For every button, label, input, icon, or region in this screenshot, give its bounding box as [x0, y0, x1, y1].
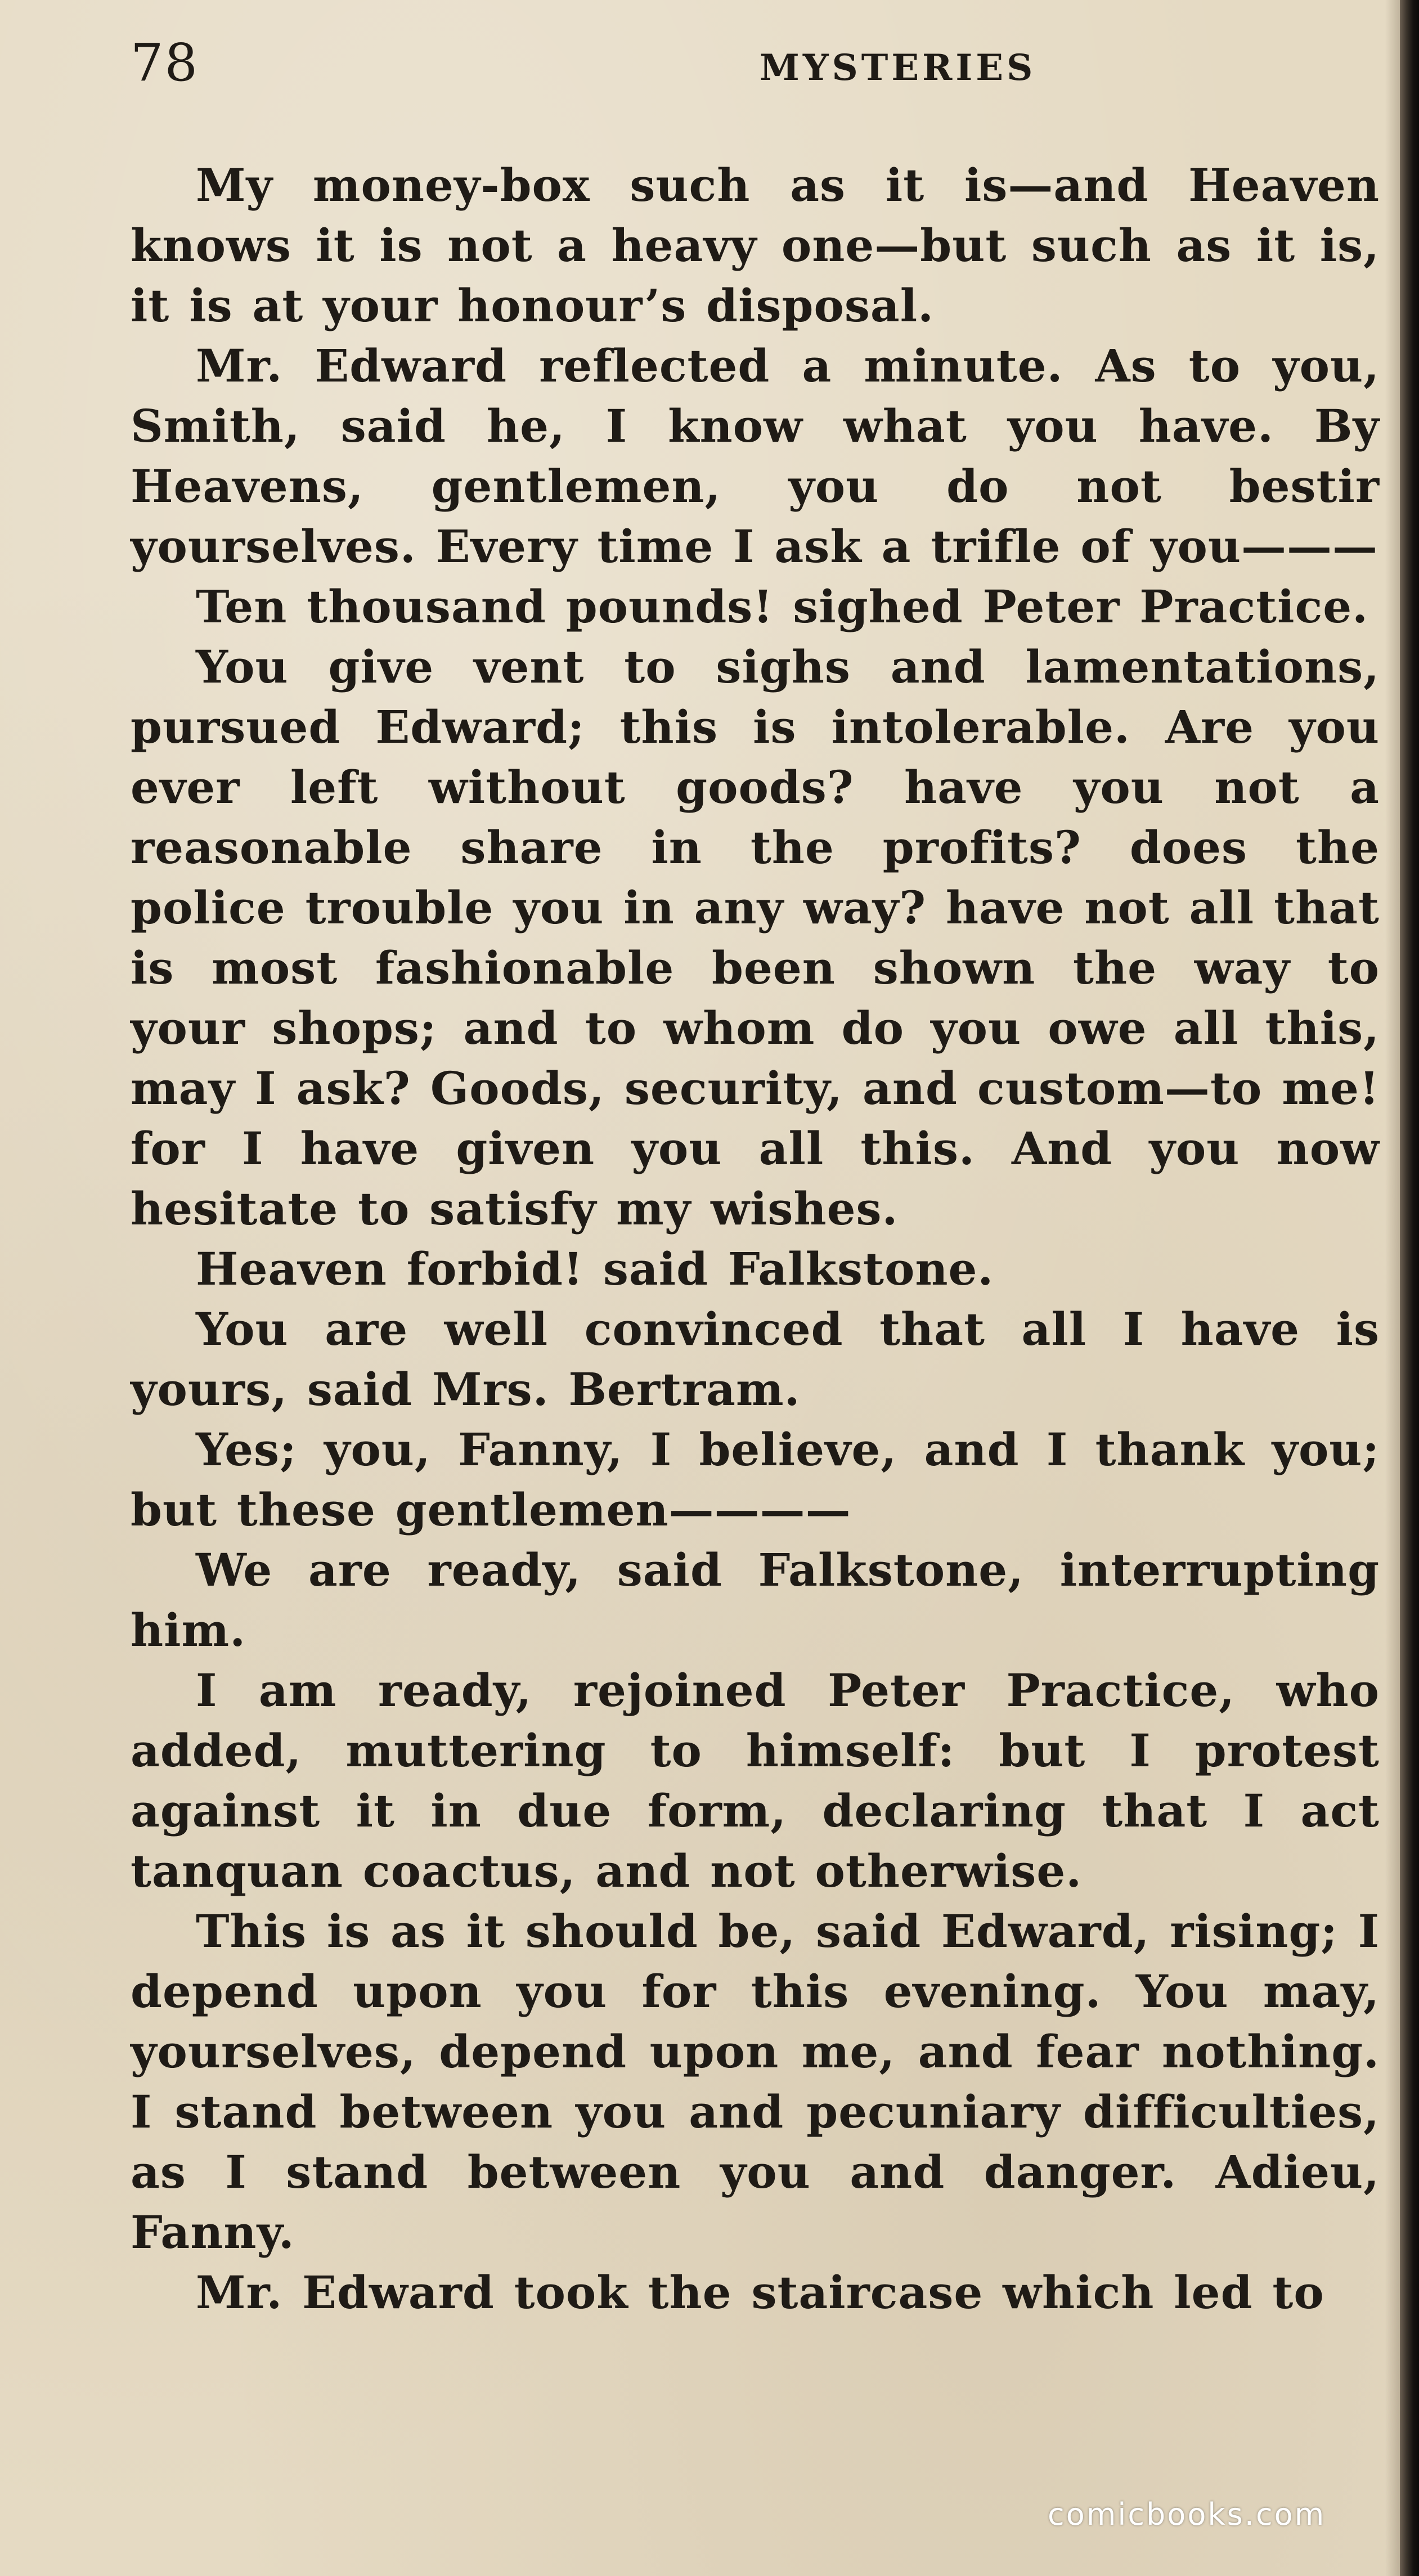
body-text — [131, 155, 1380, 2323]
paragraph: Heaven forbid! said Falkstone. — [196, 1242, 994, 1295]
paragraph: Mr. Edward reflected a minute. As to you, Smith, said he, I know what you have. By Heavens, gentlemen, you do not bestir yourselves. Every time I ask a trifle of you——— — [131, 339, 1380, 573]
running-head: MYSTERIES — [760, 47, 1036, 89]
paragraph: I am ready, rejoined Peter Practice, who added, muttering to himself: but I protest against it in due form, declaring that I act tanquan coactus, and not otherwise. — [131, 1664, 1380, 1897]
watermark: comicbooks.com — [1048, 2497, 1326, 2532]
paragraph: My money-box such as it is—and Heaven knows it is not a heavy one—but such as it is, it is at your honour’s disposal. — [131, 159, 1380, 332]
paragraph: Ten thousand pounds! sighed Peter Practice. — [196, 580, 1368, 633]
paragraph: Yes; you, Fanny, I believe, and I thank you; but these gentlemen———— — [131, 1423, 1380, 1536]
book-spine — [1400, 0, 1419, 2576]
paragraph: You are well convinced that all I have is yours, said Mrs. Bertram. — [131, 1303, 1380, 1416]
page-number: 78 — [131, 33, 199, 93]
gutter-shadow — [1385, 0, 1400, 2576]
paragraph: This is as it should be, said Edward, rising; I depend upon you for this evening. You may, yourselves, depend upon me, and fear nothing. I stand between you and pecuniary difficulties, as I stand between you and danger. Adieu, Fanny. — [131, 1905, 1380, 2259]
paragraph: Mr. Edward took the staircase which led to — [196, 2266, 1324, 2319]
page-header — [131, 35, 1391, 91]
paragraph: We are ready, said Falkstone, interrupting him. — [131, 1543, 1380, 1657]
paragraph: You give vent to sighs and lamentations, pursued Edward; this is intolerable. Are you ever left without goods? have you not a reasonable share in the profits? does the police trouble you in any way? have not all that is most fashionable been shown the way to your shops; and to whom do you owe all this, may I ask? Goods, security, and custom—to me! for I have given you all this. And you now hesitate to satisfy my wishes. — [131, 640, 1380, 1235]
